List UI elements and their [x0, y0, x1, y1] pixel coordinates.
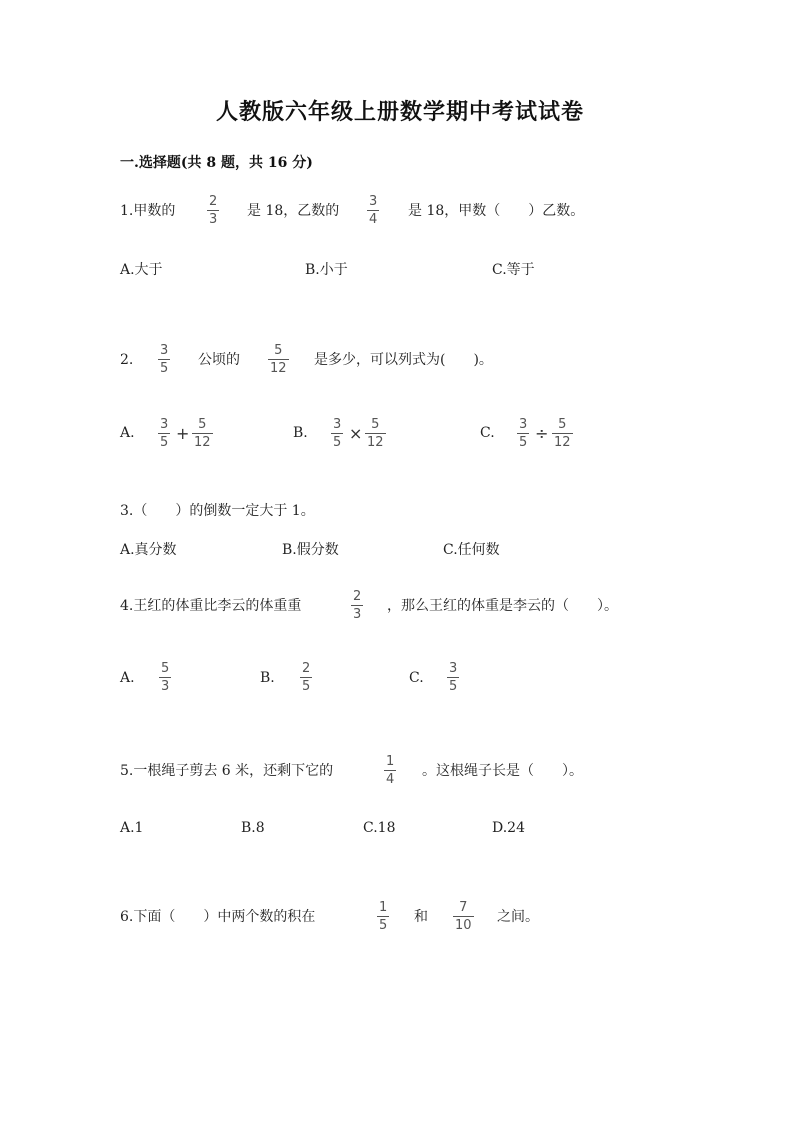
fraction-numerator: 5 — [558, 417, 567, 432]
q4-option-b-fraction — [300, 661, 312, 694]
q4-option-c-fraction — [447, 661, 459, 694]
page-title: 人教版六年级上册数学期中考试试卷 — [215, 99, 584, 125]
q4-option-a-fraction — [159, 661, 171, 694]
fraction-bar — [300, 677, 312, 678]
q2-text-3: 是多少，可以列式为( )。 — [314, 352, 493, 368]
q2-option-a-fraction-2 — [192, 417, 213, 450]
q1-fraction-2 — [367, 194, 379, 227]
fraction-numerator: 3 — [519, 417, 528, 432]
fraction-numerator: 2 — [353, 589, 362, 604]
q5-fraction-1 — [384, 754, 396, 787]
fraction-denominator: 5 — [519, 435, 528, 450]
q2-text-2: 公顷的 — [198, 352, 240, 368]
q1-fraction-1 — [207, 194, 219, 227]
q4-option-c-label: C. — [409, 670, 424, 686]
fraction-bar — [331, 433, 343, 434]
q3-option-b: B.假分数 — [282, 542, 339, 558]
q6-fraction-1 — [377, 900, 389, 933]
fraction-bar — [158, 433, 170, 434]
fraction-denominator: 3 — [209, 212, 218, 227]
q5-text-1: 5.一根绳子剪去 6 米，还剩下它的 — [120, 763, 334, 779]
q2-option-b-fraction-2 — [365, 417, 386, 450]
fraction-bar — [351, 605, 363, 606]
q2-option-a-fraction-1 — [158, 417, 170, 450]
q4-option-a-label: A. — [120, 670, 135, 686]
fraction-numerator: 3 — [333, 417, 342, 432]
fraction-numerator: 3 — [449, 661, 458, 676]
fraction-bar — [365, 433, 386, 434]
fraction-bar — [268, 359, 289, 360]
fraction-bar — [192, 433, 213, 434]
q4-text-2: ，那么王红的体重是李云的（ ）。 — [387, 598, 618, 614]
q6-text-1: 6.下面（ ）中两个数的积在 — [120, 909, 316, 925]
q2-fraction-1 — [158, 343, 170, 376]
q2-option-b-fraction-1 — [331, 417, 343, 450]
times-operator: × — [349, 424, 363, 443]
fraction-numerator: 5 — [161, 661, 170, 676]
q1-text-2: 是 18，乙数的 — [247, 203, 340, 219]
fraction-denominator: 5 — [379, 918, 388, 933]
q1-text-3: 是 18，甲数（ ）乙数。 — [408, 203, 585, 219]
fraction-bar — [552, 433, 573, 434]
q2-fraction-2 — [268, 343, 289, 376]
q5-option-c: C.18 — [363, 820, 396, 836]
q3-option-a: A.真分数 — [120, 542, 177, 558]
q1-option-b: B.小于 — [305, 262, 348, 278]
fraction-numerator: 5 — [274, 343, 283, 358]
q5-option-d: D.24 — [492, 820, 525, 836]
fraction-denominator: 5 — [160, 435, 169, 450]
fraction-denominator: 12 — [367, 435, 384, 450]
q6-text-2: 和 — [414, 909, 428, 925]
fraction-bar — [159, 677, 171, 678]
fraction-denominator: 12 — [270, 361, 287, 376]
fraction-numerator: 3 — [160, 343, 169, 358]
q1-text-1: 1.甲数的 — [120, 203, 176, 219]
q3-option-c: C.任何数 — [443, 542, 500, 558]
fraction-denominator: 5 — [333, 435, 342, 450]
fraction-denominator: 3 — [353, 607, 362, 622]
fraction-bar — [517, 433, 529, 434]
q3-text: 3.（ ）的倒数一定大于 1。 — [120, 503, 315, 519]
q1-option-c: C.等于 — [492, 262, 535, 278]
fraction-numerator: 2 — [302, 661, 311, 676]
fraction-bar — [367, 210, 379, 211]
fraction-denominator: 12 — [194, 435, 211, 450]
plus-operator: + — [176, 424, 190, 443]
fraction-numerator: 2 — [209, 194, 218, 209]
fraction-bar — [377, 916, 389, 917]
q2-option-c-label: C. — [480, 425, 495, 441]
q4-option-b-label: B. — [260, 670, 275, 686]
q5-option-b: B.8 — [241, 820, 265, 836]
fraction-denominator: 4 — [369, 212, 378, 227]
fraction-numerator: 1 — [379, 900, 388, 915]
fraction-bar — [384, 770, 396, 771]
q2-text-1: 2. — [120, 352, 134, 368]
fraction-denominator: 5 — [160, 361, 169, 376]
q2-option-b-label: B. — [293, 425, 308, 441]
fraction-bar — [453, 916, 474, 917]
fraction-numerator: 5 — [371, 417, 380, 432]
fraction-denominator: 3 — [161, 679, 170, 694]
q5-text-2: 。这根绳子长是（ ）。 — [422, 763, 583, 779]
fraction-bar — [447, 677, 459, 678]
divide-operator: ÷ — [535, 424, 549, 443]
fraction-bar — [207, 210, 219, 211]
q6-text-3: 之间。 — [497, 909, 539, 925]
fraction-denominator: 5 — [302, 679, 311, 694]
fraction-numerator: 3 — [160, 417, 169, 432]
fraction-numerator: 5 — [198, 417, 207, 432]
q2-option-a-label: A. — [120, 425, 135, 441]
fraction-denominator: 12 — [554, 435, 571, 450]
fraction-numerator: 3 — [369, 194, 378, 209]
fraction-bar — [158, 359, 170, 360]
q2-option-c-fraction-2 — [552, 417, 573, 450]
fraction-denominator: 5 — [449, 679, 458, 694]
q2-option-c-fraction-1 — [517, 417, 529, 450]
fraction-numerator: 1 — [386, 754, 395, 769]
q4-fraction-1 — [351, 589, 363, 622]
q4-text-1: 4.王红的体重比李云的体重重 — [120, 598, 302, 614]
q1-option-a: A.大于 — [120, 262, 163, 278]
fraction-numerator: 7 — [459, 900, 468, 915]
fraction-denominator: 4 — [386, 772, 395, 787]
q6-fraction-2 — [453, 900, 474, 933]
section-heading: 一.选择题(共 8 题，共 16 分) — [120, 155, 313, 171]
q5-option-a: A.1 — [120, 820, 144, 836]
fraction-denominator: 10 — [455, 918, 472, 933]
